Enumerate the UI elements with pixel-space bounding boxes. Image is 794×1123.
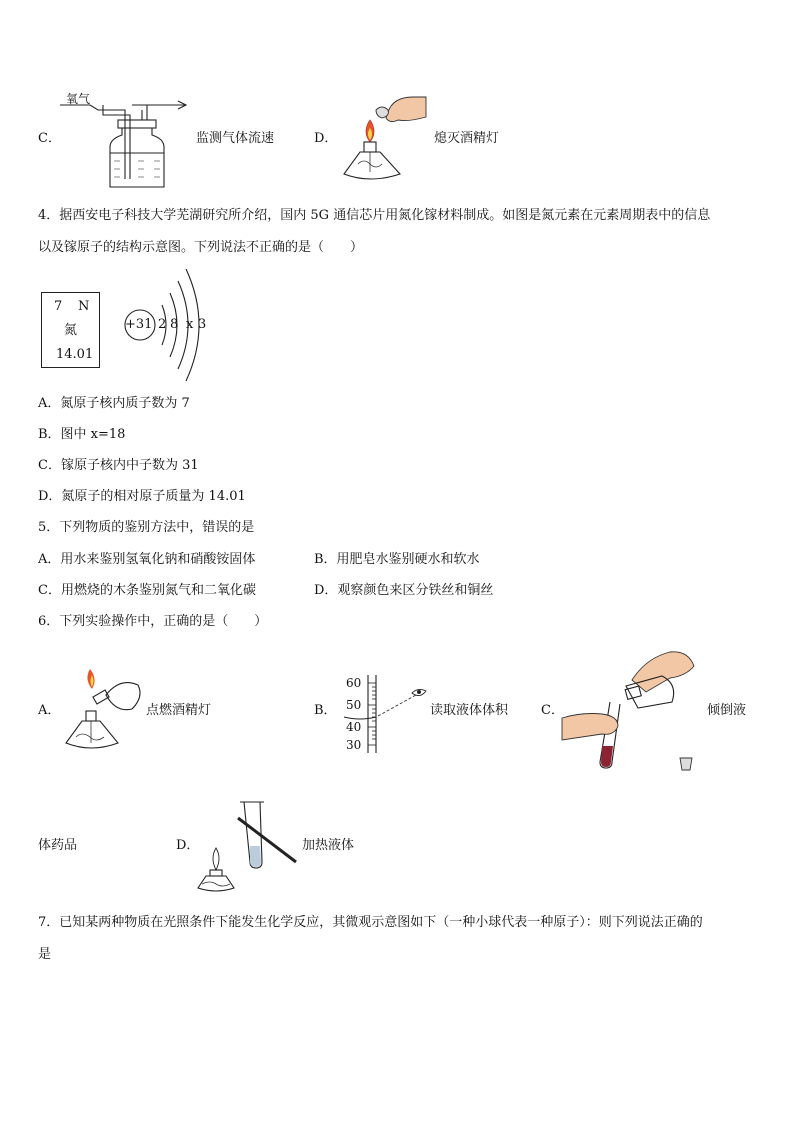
- q6-option-a-letter: A．: [38, 703, 61, 718]
- extinguish-lamp-figure: [338, 92, 438, 192]
- oxygen-label: 氧气: [66, 92, 91, 106]
- q5-option-a: A．用水来鉴别氢氧化钠和硝酸铵固体: [38, 552, 256, 567]
- q3-option-d-caption: 熄灭酒精灯: [434, 131, 500, 146]
- tick-60: 60: [346, 676, 362, 690]
- q6-option-c-caption-part1: 倾倒液: [707, 703, 747, 718]
- nucleus-charge: +31: [125, 317, 153, 332]
- pouring-liquid-figure: [562, 646, 702, 772]
- q4-stem-line1: 4．据西安电子科技大学芜湖研究所介绍，国内 5G 通信芯片用氮化镓材料制成。如图是氮元素在元素周期表中的信息: [38, 208, 711, 223]
- q6-option-b-caption: 读取液体体积: [430, 703, 509, 718]
- q6-option-a-caption: 点燃酒精灯: [146, 703, 212, 718]
- q7-stem-line2: 是: [38, 947, 52, 962]
- q6-option-d-caption: 加热液体: [302, 838, 355, 853]
- atomic-mass: 14.01: [56, 347, 94, 362]
- q6-option-c-letter: C．: [541, 703, 564, 718]
- tick-40: 40: [346, 720, 362, 734]
- q4-option-d: D．氮原子的相对原子质量为 14.01: [38, 489, 246, 504]
- q3-option-c-letter: C．: [38, 131, 61, 146]
- q6-option-b-letter: B．: [314, 703, 337, 718]
- q5-stem: 5．下列物质的鉴别方法中，错误的是: [38, 520, 255, 535]
- atomic-number: 7: [54, 299, 63, 314]
- q6-stem: 6．下列实验操作中，正确的是（ ）: [38, 614, 268, 629]
- q5-option-d: D．观察颜色来区分铁丝和铜丝: [314, 583, 494, 598]
- q5-option-c: C．用燃烧的木条鉴别氮气和二氧化碳: [38, 583, 256, 598]
- heating-liquid-figure: [200, 796, 300, 892]
- periodic-table-cell: [41, 292, 100, 368]
- q4-option-b: B．图中 x=18: [38, 427, 126, 442]
- q7-stem-line1: 7．已知某两种物质在光照条件下能发生化学反应，其微观示意图如下（一种小球代表一种原子）：则下列说法正确的: [38, 915, 703, 930]
- lighting-lamp-with-lamp-figure: [62, 665, 152, 760]
- shell-4-electrons: 3: [198, 317, 207, 332]
- q3-option-d-letter: D．: [314, 131, 338, 146]
- gas-washing-bottle-figure: [60, 95, 200, 195]
- shell-2-electrons: 8: [170, 317, 179, 332]
- tick-30: 30: [346, 738, 362, 752]
- q6-option-d-letter: D．: [176, 838, 200, 853]
- q4-option-a: A．氮原子核内质子数为 7: [38, 396, 190, 411]
- q4-stem-line2: 以及镓原子的结构示意图。下列说法不正确的是（ ）: [38, 240, 364, 255]
- tick-50: 50: [346, 698, 362, 712]
- element-symbol: N: [78, 299, 90, 314]
- shell-1-electrons: 2: [158, 317, 167, 332]
- q5-option-b: B．用肥皂水鉴别硬水和软水: [314, 552, 480, 567]
- shell-3-electrons: x: [186, 317, 194, 332]
- element-name: 氮: [64, 323, 78, 338]
- q6-option-c-caption-part2: 体药品: [38, 838, 78, 853]
- q3-option-c-caption: 监测气体流速: [196, 131, 275, 146]
- q4-option-c: C．镓原子核内中子数为 31: [38, 458, 199, 473]
